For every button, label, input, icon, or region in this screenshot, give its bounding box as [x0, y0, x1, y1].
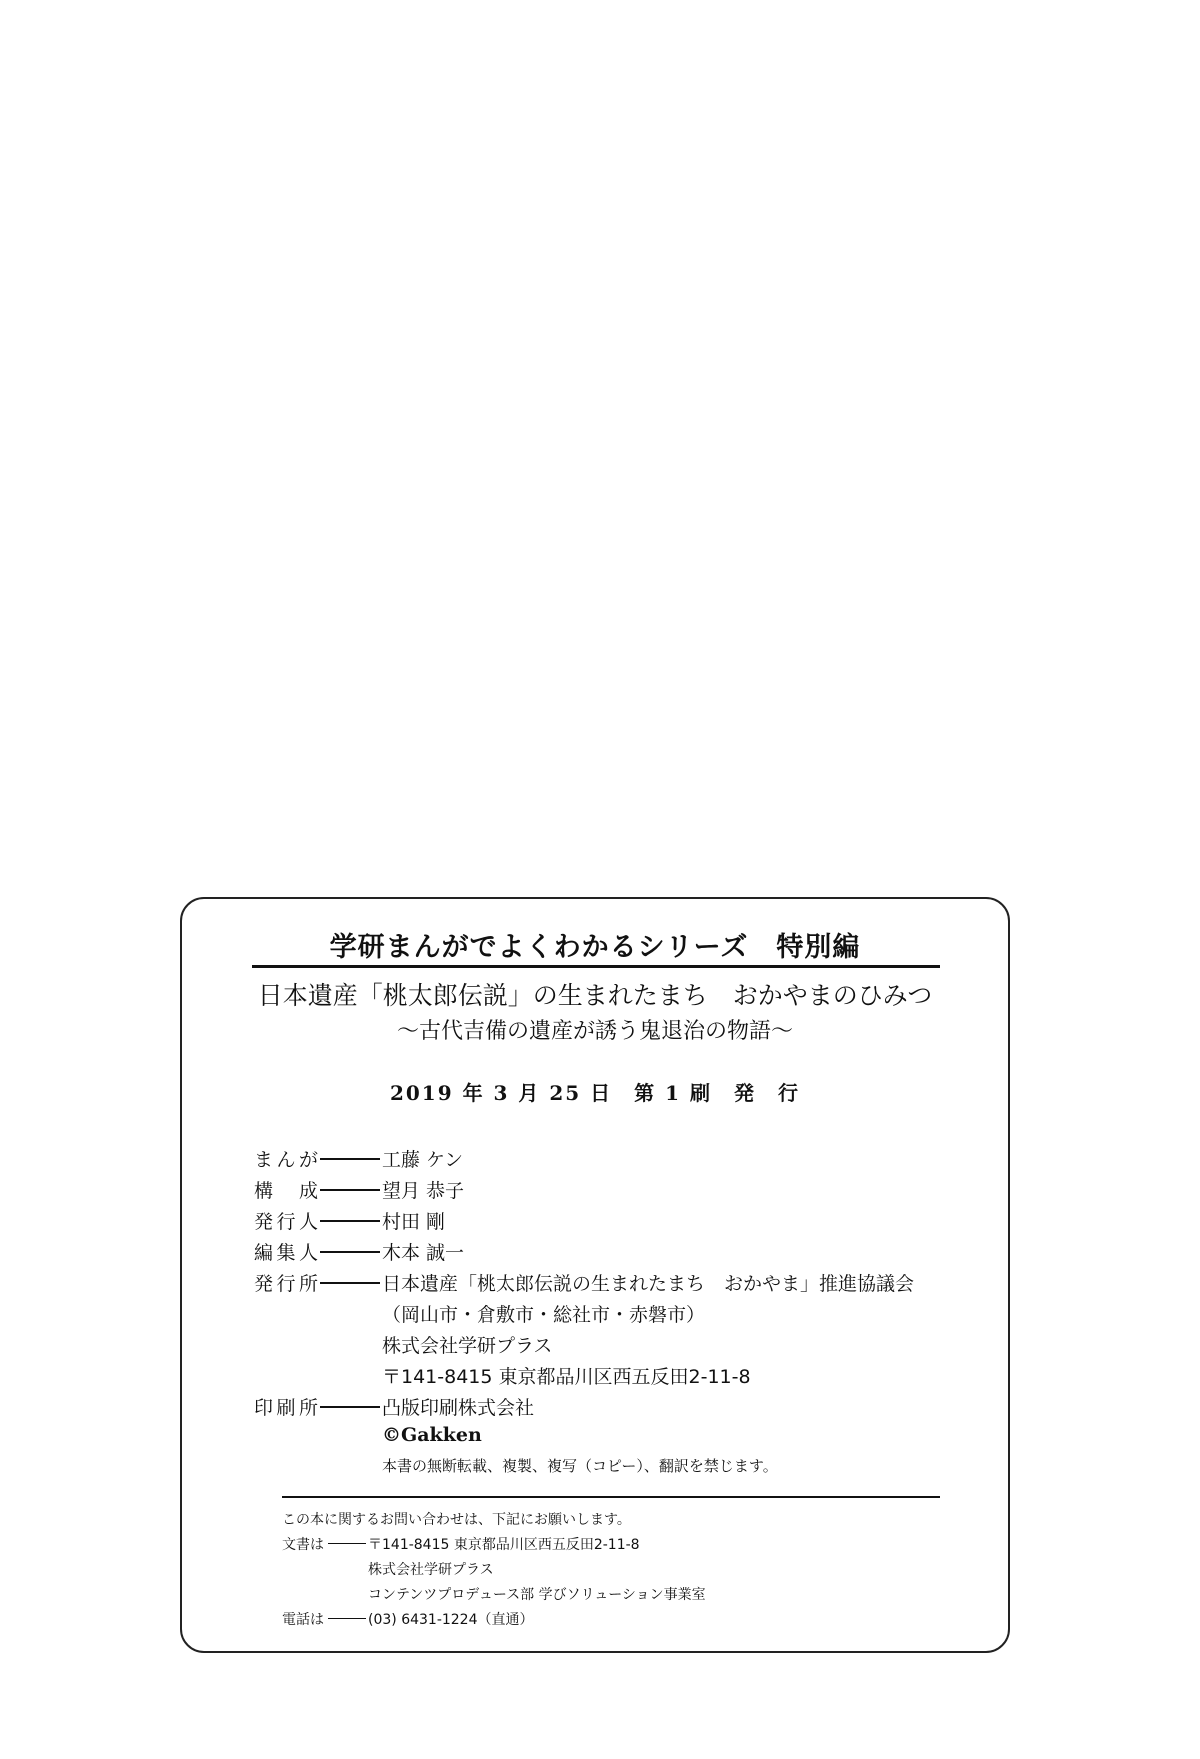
contact-mail-address: 〒141-8415 東京都品川区西五反田2-11-8	[368, 1537, 640, 1553]
credit-value: 木本 誠一	[382, 1242, 465, 1264]
contact-leader	[328, 1618, 366, 1619]
credit-role: 編集人	[254, 1242, 318, 1264]
credit-role: 構 成	[254, 1180, 318, 1202]
credits-list	[254, 1145, 994, 1483]
credit-role: 発行所	[254, 1273, 318, 1295]
credit-value: 望月 恭子	[382, 1180, 465, 1202]
rights-notice: 本書の無断転載、複製、複写（コピー）、翻訳を禁じます。	[382, 1457, 778, 1475]
publisher-municipalities: （岡山市・倉敷市・総社市・赤磐市）	[382, 1304, 706, 1326]
credit-value: 日本遺産「桃太郎伝説の生まれたまち おかやま」推進協議会	[382, 1273, 915, 1295]
publisher-line	[254, 1362, 994, 1393]
credit-leader	[320, 1251, 380, 1253]
credit-leader	[320, 1189, 380, 1191]
credit-leader	[320, 1406, 380, 1408]
credit-role: 発行人	[254, 1211, 318, 1233]
publisher-line	[254, 1300, 994, 1331]
credit-value: 工藤 ケン	[382, 1149, 464, 1171]
credit-leader	[320, 1282, 380, 1284]
contact-mail-department: コンテンツプロデュース部 学びソリューション事業室	[368, 1587, 706, 1603]
contact-phone: (03) 6431-1224（直通）	[368, 1612, 534, 1628]
contact-phone-row	[282, 1609, 962, 1634]
credit-row-publisher	[254, 1269, 994, 1300]
credit-row-editor	[254, 1238, 994, 1269]
credit-leader	[320, 1158, 380, 1160]
credit-value: 村田 剛	[382, 1211, 446, 1233]
credit-role: 印刷所	[254, 1397, 318, 1419]
copyright: ©Gakken	[382, 1424, 482, 1446]
credit-leader	[320, 1220, 380, 1222]
publisher-company: 株式会社学研プラス	[382, 1335, 553, 1357]
contact-leader	[328, 1543, 366, 1544]
credit-value: 凸版印刷株式会社	[382, 1397, 535, 1419]
contact-section	[282, 1509, 962, 1634]
publication-date: 2019 年 3 月 25 日 第 1 刷 発 行	[389, 1081, 801, 1105]
contact-mail-row	[282, 1534, 962, 1559]
publisher-address: 〒141-8415 東京都品川区西五反田2-11-8	[382, 1366, 751, 1388]
book-title: 日本遺産「桃太郎伝説」の生まれたまち おかやまのひみつ	[257, 981, 933, 1010]
rights-line	[254, 1455, 994, 1483]
series-title: 学研まんがでよくわかるシリーズ 特別編	[329, 932, 861, 963]
book-subtitle: ～古代吉備の遺産が誘う鬼退治の物語～	[396, 1019, 793, 1044]
credit-role: まんが	[254, 1149, 318, 1171]
publisher-line	[254, 1331, 994, 1362]
copyright-line	[254, 1424, 994, 1455]
credit-row-publisher-person	[254, 1207, 994, 1238]
contact-mail-company: 株式会社学研プラス	[368, 1562, 494, 1578]
contact-mail-label: 文書は	[282, 1537, 324, 1553]
credit-row-manga	[254, 1145, 994, 1176]
title-divider	[252, 965, 940, 968]
contact-divider	[282, 1496, 940, 1498]
colophon-box	[180, 897, 1010, 1653]
credit-row-composition	[254, 1176, 994, 1207]
credit-row-printer	[254, 1393, 994, 1424]
contact-intro: この本に関するお問い合わせは、下記にお願いします。	[282, 1512, 631, 1528]
contact-phone-label: 電話は	[282, 1612, 324, 1628]
